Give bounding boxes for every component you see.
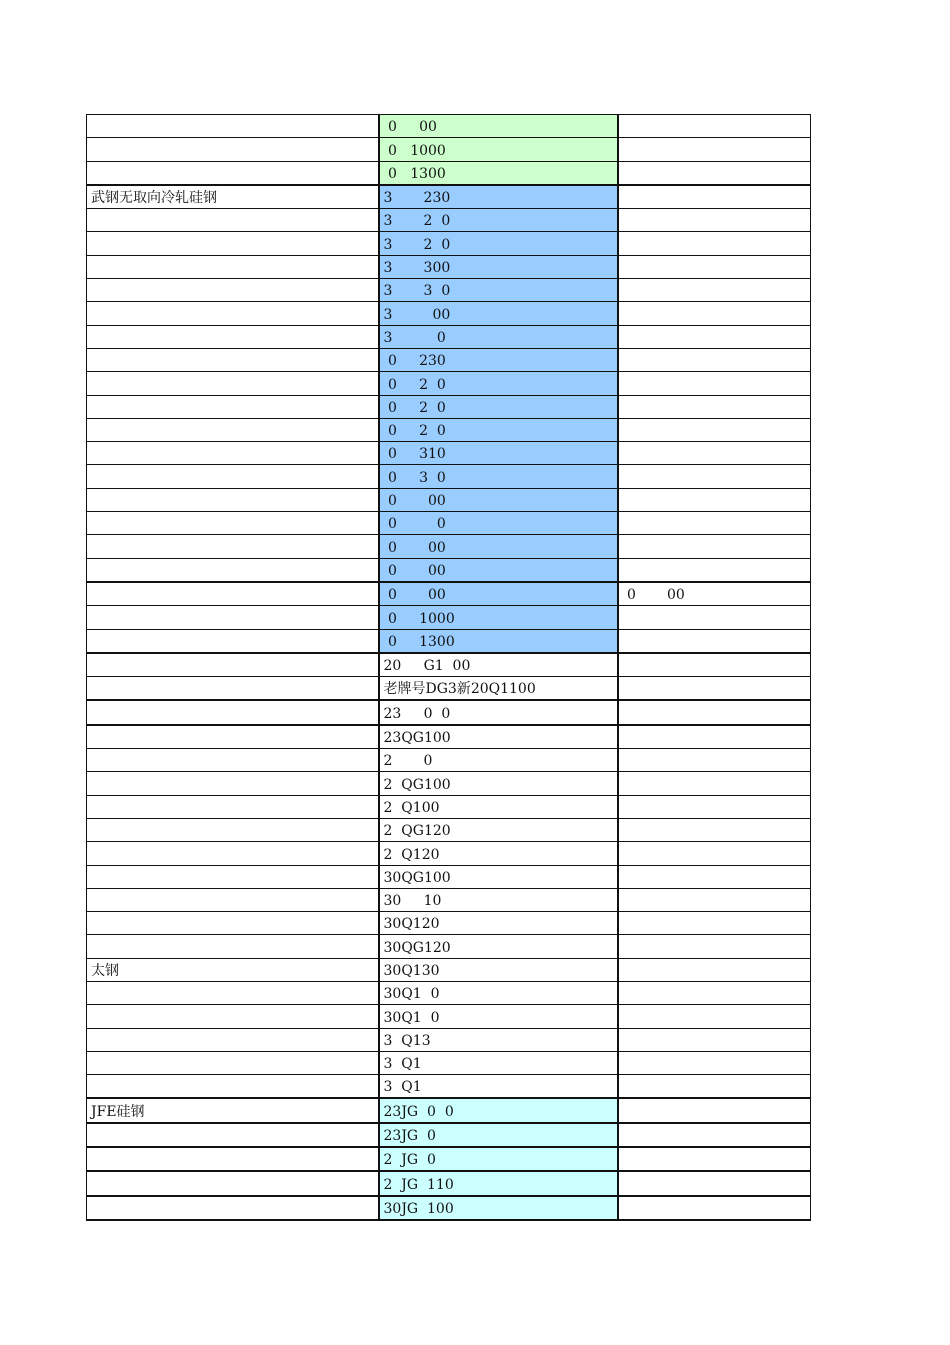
table-row [87,232,811,255]
brand-cell[interactable] [87,512,379,535]
table-row [87,725,811,749]
grade-cell[interactable]: 23QG100 [379,725,618,749]
table-row [87,372,811,395]
grade-cell[interactable]: 3 Q13 [379,1028,618,1051]
table-row [87,1098,811,1122]
note-cell[interactable] [618,795,811,818]
note-cell[interactable] [618,935,811,958]
table-row [87,442,811,465]
brand-cell[interactable] [87,418,379,441]
grade-cell[interactable]: 3 0 [379,325,618,348]
note-cell[interactable] [618,185,811,209]
table-row [87,418,811,441]
grade-cell[interactable]: 2 QG100 [379,772,618,795]
brand-cell[interactable] [87,981,379,1004]
brand-cell[interactable] [87,772,379,795]
grade-cell[interactable]: 23 0 0 [379,700,618,724]
brand-cell[interactable] [87,465,379,488]
brand-cell[interactable] [87,255,379,278]
note-cell[interactable] [618,161,811,185]
table-row [87,1147,811,1171]
note-cell[interactable] [618,348,811,371]
note-cell[interactable]: 0 00 [618,582,811,606]
brand-cell[interactable] [87,161,379,185]
brand-cell[interactable] [87,700,379,724]
note-cell[interactable] [618,888,811,911]
grade-cell[interactable]: 0 00 [379,558,618,582]
grade-cell[interactable]: 3 Q1 [379,1075,618,1099]
brand-cell[interactable] [87,888,379,911]
grade-cell[interactable]: 3 3 0 [379,279,618,302]
table-row [87,629,811,653]
grade-cell[interactable]: 30Q120 [379,912,618,935]
table-row [87,958,811,981]
table-row [87,279,811,302]
brand-cell[interactable] [87,1028,379,1051]
grade-cell[interactable]: 0 3 0 [379,465,618,488]
note-cell[interactable] [618,1075,811,1099]
grade-cell[interactable]: 0 00 [379,582,618,606]
brand-cell[interactable] [87,325,379,348]
grade-cell[interactable]: 23JG 0 0 [379,1098,618,1122]
spreadsheet-table [86,114,811,1221]
brand-cell[interactable] [87,488,379,511]
note-cell[interactable] [618,232,811,255]
note-cell[interactable] [618,1005,811,1028]
grade-cell[interactable]: 0 310 [379,442,618,465]
table-row [87,1005,811,1028]
brand-cell[interactable] [87,1051,379,1074]
brand-cell[interactable] [87,348,379,371]
note-cell[interactable] [618,512,811,535]
brand-cell[interactable]: 武钢无取向冷轧硅钢 [87,185,379,209]
grade-cell[interactable]: 2 JG 110 [379,1171,618,1195]
grade-cell[interactable]: 0 00 [379,488,618,511]
table-row [87,912,811,935]
spreadsheet-body [87,115,811,1220]
grade-cell[interactable]: 0 1000 [379,138,618,161]
table-row [87,465,811,488]
brand-cell[interactable] [87,1075,379,1099]
grade-cell[interactable]: 30Q1 0 [379,981,618,1004]
table-row [87,653,811,677]
table-row [87,677,811,701]
grade-cell[interactable]: 30Q1 0 [379,1005,618,1028]
table-row [87,1028,811,1051]
grade-cell[interactable]: 0 1000 [379,606,618,629]
table-row [87,161,811,185]
note-cell[interactable] [618,1123,811,1147]
brand-cell[interactable] [87,935,379,958]
table-row [87,888,811,911]
note-cell[interactable] [618,395,811,418]
grade-cell[interactable]: 0 230 [379,348,618,371]
brand-cell[interactable] [87,302,379,325]
note-cell[interactable] [618,912,811,935]
note-cell[interactable] [618,677,811,701]
note-cell[interactable] [618,1147,811,1171]
table-row [87,700,811,724]
table-row [87,348,811,371]
note-cell[interactable] [618,325,811,348]
brand-cell[interactable] [87,115,379,138]
table-row [87,325,811,348]
note-cell[interactable] [618,725,811,749]
brand-cell[interactable] [87,842,379,865]
brand-cell[interactable] [87,442,379,465]
brand-cell[interactable] [87,912,379,935]
grade-cell[interactable]: 3 2 0 [379,209,618,232]
brand-cell[interactable] [87,395,379,418]
note-cell[interactable] [618,1028,811,1051]
grade-cell[interactable]: 3 2 0 [379,232,618,255]
table-row [87,209,811,232]
note-cell[interactable] [618,1051,811,1074]
note-cell[interactable] [618,818,811,841]
note-cell[interactable] [618,372,811,395]
grade-cell[interactable]: 2 Q120 [379,842,618,865]
note-cell[interactable] [618,1098,811,1122]
brand-cell[interactable] [87,749,379,772]
note-cell[interactable] [618,772,811,795]
brand-cell[interactable] [87,606,379,629]
note-cell[interactable] [618,302,811,325]
note-cell[interactable] [618,115,811,138]
table-row [87,981,811,1004]
grade-cell[interactable]: 3 Q1 [379,1051,618,1074]
grade-cell[interactable]: 3 230 [379,185,618,209]
note-cell[interactable] [618,981,811,1004]
table-row [87,395,811,418]
brand-cell[interactable] [87,1123,379,1147]
table-row [87,115,811,138]
brand-cell[interactable] [87,558,379,582]
brand-cell[interactable] [87,677,379,701]
note-cell[interactable] [618,488,811,511]
brand-cell[interactable] [87,1147,379,1171]
table-row [87,1196,811,1220]
table-row [87,795,811,818]
note-cell[interactable] [618,700,811,724]
note-cell[interactable] [618,209,811,232]
brand-cell[interactable] [87,725,379,749]
brand-cell[interactable] [87,653,379,677]
grade-cell[interactable]: 23JG 0 [379,1123,618,1147]
brand-cell[interactable] [87,232,379,255]
note-cell[interactable] [618,1196,811,1220]
note-cell[interactable] [618,653,811,677]
grade-cell[interactable]: 0 00 [379,535,618,558]
table-row [87,1171,811,1195]
grade-cell[interactable]: 2 QG120 [379,818,618,841]
table-row [87,558,811,582]
table-row [87,185,811,209]
brand-cell[interactable] [87,138,379,161]
table-row [87,935,811,958]
grade-cell[interactable]: 30Q130 [379,958,618,981]
brand-cell[interactable] [87,795,379,818]
table-row [87,1075,811,1099]
note-cell[interactable] [618,138,811,161]
brand-cell[interactable] [87,818,379,841]
note-cell[interactable] [618,279,811,302]
grade-cell[interactable]: 30 10 [379,888,618,911]
note-cell[interactable] [618,418,811,441]
table-row [87,582,811,606]
brand-cell[interactable] [87,279,379,302]
grade-cell[interactable]: 3 00 [379,302,618,325]
table-row [87,1123,811,1147]
table-row [87,138,811,161]
grade-cell[interactable]: 0 2 0 [379,372,618,395]
grade-cell[interactable]: 0 1300 [379,629,618,653]
grade-cell[interactable]: 老牌号DG3新20Q1100 [379,677,618,701]
brand-cell[interactable] [87,372,379,395]
table-row [87,772,811,795]
grade-cell[interactable]: 30JG 100 [379,1196,618,1220]
note-cell[interactable] [618,535,811,558]
note-cell[interactable] [618,958,811,981]
grade-cell[interactable]: 20 G1 00 [379,653,618,677]
grade-cell[interactable]: 2 JG 0 [379,1147,618,1171]
grade-cell[interactable]: 3 300 [379,255,618,278]
note-cell[interactable] [618,255,811,278]
grade-cell[interactable]: 30QG100 [379,865,618,888]
brand-cell[interactable] [87,535,379,558]
table-row [87,865,811,888]
brand-cell[interactable] [87,865,379,888]
note-cell[interactable] [618,465,811,488]
grade-cell[interactable]: 0 2 0 [379,418,618,441]
note-cell[interactable] [618,629,811,653]
table-row [87,488,811,511]
brand-cell[interactable]: JFE硅钢 [87,1098,379,1122]
grade-cell[interactable]: 0 1300 [379,161,618,185]
note-cell[interactable] [618,865,811,888]
table-row [87,255,811,278]
table-row [87,1051,811,1074]
grade-cell[interactable]: 30QG120 [379,935,618,958]
brand-cell[interactable] [87,1171,379,1195]
note-cell[interactable] [618,1171,811,1195]
note-cell[interactable] [618,606,811,629]
table-row [87,842,811,865]
table-row [87,818,811,841]
table-row [87,535,811,558]
table-row [87,512,811,535]
brand-cell[interactable] [87,1196,379,1220]
brand-cell[interactable] [87,629,379,653]
grade-cell[interactable]: 2 0 [379,749,618,772]
table-row [87,749,811,772]
brand-cell[interactable] [87,1005,379,1028]
brand-cell[interactable] [87,582,379,606]
grade-cell[interactable]: 0 2 0 [379,395,618,418]
brand-cell[interactable] [87,209,379,232]
table-row [87,606,811,629]
note-cell[interactable] [618,558,811,582]
brand-cell[interactable]: 太钢 [87,958,379,981]
grade-cell[interactable]: 0 0 [379,512,618,535]
note-cell[interactable] [618,442,811,465]
note-cell[interactable] [618,842,811,865]
note-cell[interactable] [618,749,811,772]
table-row [87,302,811,325]
grade-cell[interactable]: 0 00 [379,115,618,138]
grade-cell[interactable]: 2 Q100 [379,795,618,818]
